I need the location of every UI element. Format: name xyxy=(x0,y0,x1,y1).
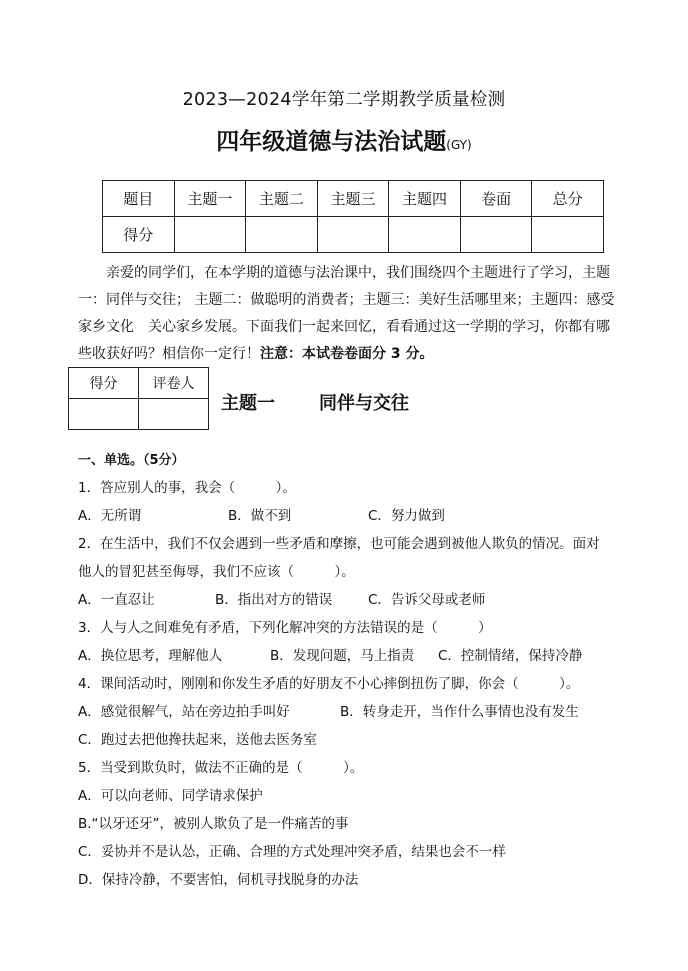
score-cell xyxy=(532,217,604,253)
exam-title: 2023—2024学年第二学期教学质量检测 xyxy=(182,90,506,110)
question-5-option-d: D．保持冷静，不要害怕，伺机寻找脱身的办法 xyxy=(78,872,359,888)
subject-title-text: 四年级道德与法治试题 xyxy=(216,129,447,155)
score-cell xyxy=(389,217,461,253)
question-4-stem: 4．课间活动时，刚刚和你发生矛盾的好朋友不小心摔倒扭伤了脚，你会（ ）。 xyxy=(78,676,580,692)
subject-title xyxy=(0,123,688,156)
theme-number: 主题一 xyxy=(221,393,275,414)
question-1-option-a: A．无所谓 xyxy=(78,508,142,524)
question-3-stem: 3．人与人之间难免有矛盾，下列化解冲突的方法错误的是（ ） xyxy=(78,620,492,636)
question-1-option-c: C．努力做到 xyxy=(368,508,445,524)
question-1-stem: 1．答应别人的事，我会（ ）。 xyxy=(78,480,296,496)
score-header-cell: 主题二 xyxy=(246,181,318,217)
score-table-header-row xyxy=(103,181,604,217)
question-4-option-b: B．转身走开，当作什么事情也没有发生 xyxy=(340,704,579,720)
score-header-cell: 主题三 xyxy=(317,181,389,217)
score-table xyxy=(102,180,604,253)
grader-score-label: 得分 xyxy=(69,368,139,399)
score-header-cell: 题目 xyxy=(103,181,175,217)
question-5-stem: 5．当受到欺负时，做法不正确的是（ ）。 xyxy=(78,760,364,776)
grader-score-cell xyxy=(69,399,139,430)
question-5-option-c: C．妥协并不是认怂，正确、合理的方式处理冲突矛盾，结果也会不一样 xyxy=(78,844,506,860)
question-3-option-c: C．控制情绪，保持冷静 xyxy=(438,648,583,664)
grader-name-cell xyxy=(139,399,209,430)
score-cell xyxy=(246,217,318,253)
question-4-option-a: A．感觉很解气，站在旁边拍手叫好 xyxy=(78,704,290,720)
intro-paragraph xyxy=(78,260,618,368)
score-table-score-row xyxy=(103,217,604,253)
score-header-cell: 主题一 xyxy=(174,181,246,217)
grader-label: 评卷人 xyxy=(139,368,209,399)
question-3-option-a: A．换位思考，理解他人 xyxy=(78,648,223,664)
score-cell xyxy=(174,217,246,253)
intro-text: 亲爱的同学们，在本学期的道德与法治课中，我们围绕四个主题进行了学习，主题一：同伴与交往； 主题二：做聪明的消费者；主题三：美好生活哪里来；主题四：感受家乡文化 关心家乡发展。下面我们一起来回忆，看看通过这一学期的学习，你都有哪些收获好吗？相信你一定行！ xyxy=(78,265,615,362)
theme-heading xyxy=(221,389,409,415)
score-header-cell: 主题四 xyxy=(389,181,461,217)
question-5-option-b: B.“以牙还牙”，被别人欺负了是一件痛苦的事 xyxy=(78,816,349,832)
question-5-option-a: A．可以向老师、同学请求保护 xyxy=(78,788,263,804)
question-4-option-c: C．跑过去把他搀扶起来，送他去医务室 xyxy=(78,732,317,748)
score-header-cell: 卷面 xyxy=(460,181,532,217)
question-3-option-b: B．发现问题，马上指责 xyxy=(270,648,415,664)
section-title: 一、单选。（5分） xyxy=(78,453,185,468)
grader-table xyxy=(68,367,209,430)
question-2-option-b: B．指出对方的错误 xyxy=(215,592,333,608)
question-2-stem-continued: 他人的冒犯甚至侮辱，我们不应该（ ）。 xyxy=(78,564,355,580)
score-cell xyxy=(460,217,532,253)
score-header-cell: 总分 xyxy=(532,181,604,217)
intro-note: 注意：本试卷卷面分 3 分。 xyxy=(260,346,434,362)
score-row-label: 得分 xyxy=(103,217,175,253)
question-2-option-c: C．告诉父母或老师 xyxy=(368,592,486,608)
theme-name: 同伴与交往 xyxy=(319,393,409,414)
subject-tag: (GY) xyxy=(446,138,472,152)
question-2-stem: 2．在生活中，我们不仅会遇到一些矛盾和摩擦，也可能会遇到被他人欺负的情况。面对 xyxy=(78,536,600,552)
question-1-option-b: B．做不到 xyxy=(228,508,292,524)
score-cell xyxy=(317,217,389,253)
question-2-option-a: A．一直忍让 xyxy=(78,592,155,608)
